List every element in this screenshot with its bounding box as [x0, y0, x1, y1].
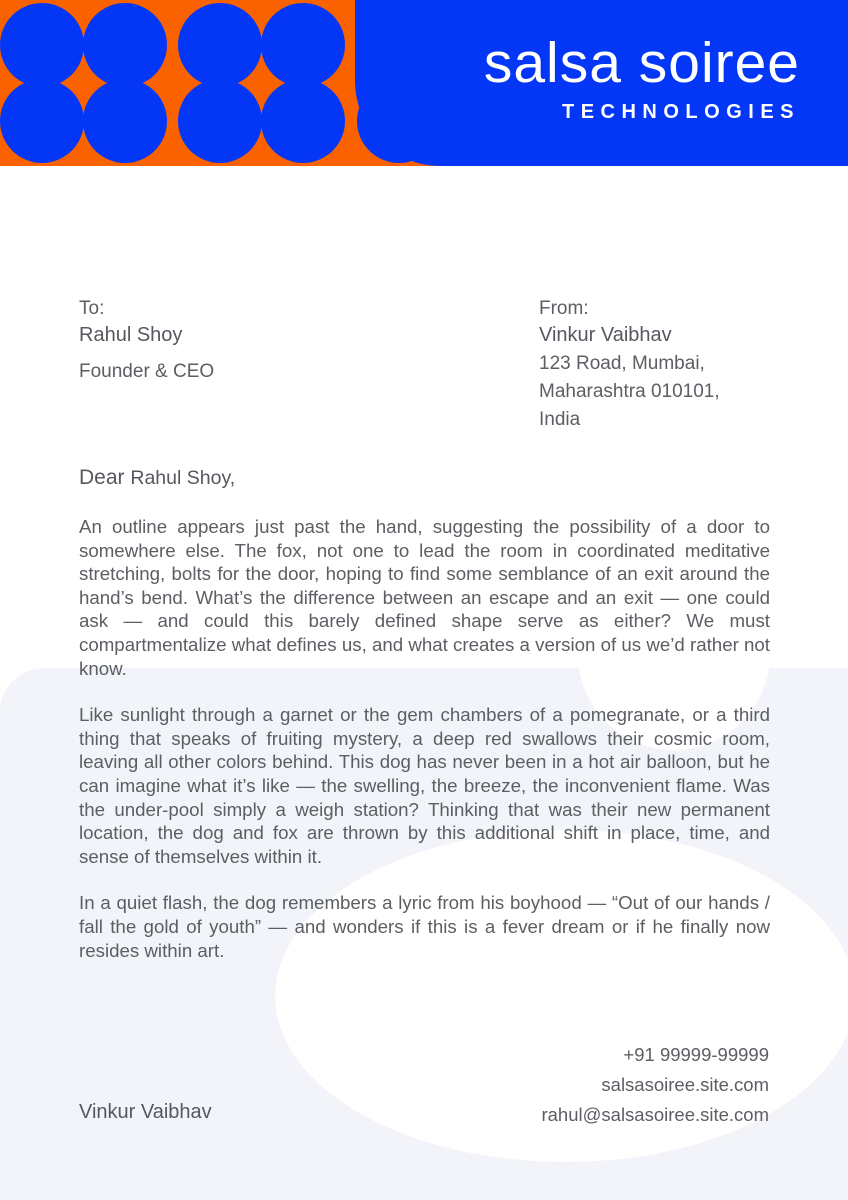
salutation — [79, 466, 770, 490]
letter-body — [79, 466, 770, 985]
brand-name: salsa soiree — [483, 31, 800, 95]
recipient-label: To: — [79, 298, 105, 319]
recipient-block — [79, 295, 214, 433]
salutation-name: Rahul Shoy, — [130, 467, 236, 489]
letter-paragraph: Like sunlight through a garnet or the gem chambers of a pomegranate, or a third thing that speaks of fruiting mystery, a deep red swallows their cosmic room, leaving all other colors behind. This dog has never been in a hot air balloon, but he can imagine what it’s like — the swelling, the breeze, the inconvenient flame. Was the under-pool simply a weigh station? Thinking that was their new permanent location, the dog and fox are thrown by this additional shift in place, time, and sense of themselves within it. — [79, 704, 770, 867]
sender-address-line: 123 Road, Mumbai, — [539, 353, 705, 374]
sender-label: From: — [539, 298, 589, 319]
brand-tagline: TECHNOLOGIES — [561, 100, 800, 123]
salutation-prefix: Dear — [79, 466, 125, 489]
sender-name: Vinkur Vaibhav — [539, 324, 672, 346]
sender-address-line: India — [539, 409, 581, 430]
letter-paragraph: In a quiet flash, the dog remembers a lyric from his boyhood — “Out of our hands / fall the gold of youth” — and wonders if this is a fever dream or if he finally now resides within art. — [79, 892, 770, 961]
contact-phone: +91 99999-99999 — [623, 1044, 769, 1065]
contact-website: salsasoiree.site.com — [601, 1074, 769, 1095]
address-section — [79, 295, 769, 433]
signature-name: Vinkur Vaibhav — [79, 1101, 212, 1123]
recipient-name: Rahul Shoy — [79, 324, 183, 346]
contact-block — [541, 1040, 769, 1130]
contact-email: rahul@salsasoiree.site.com — [541, 1104, 769, 1125]
letter-paragraph: An outline appears just past the hand, suggesting the possibility of a door to somewhere else. The fox, not one to lead the room in coordinated meditative stretching, bolts for the door, hoping to find some semblance of an exit around the hand’s bend. What’s the difference between an escape and an exit — one could ask — and could this barely defined shape serve as either? We must compartmentalize what defines us, and what creates a version of us we’d rather not know. — [79, 516, 770, 679]
sender-block — [539, 295, 769, 433]
sender-address-line: Maharashtra 010101, — [539, 381, 720, 402]
recipient-title: Founder & CEO — [79, 361, 215, 382]
brand-lockup — [483, 31, 800, 124]
